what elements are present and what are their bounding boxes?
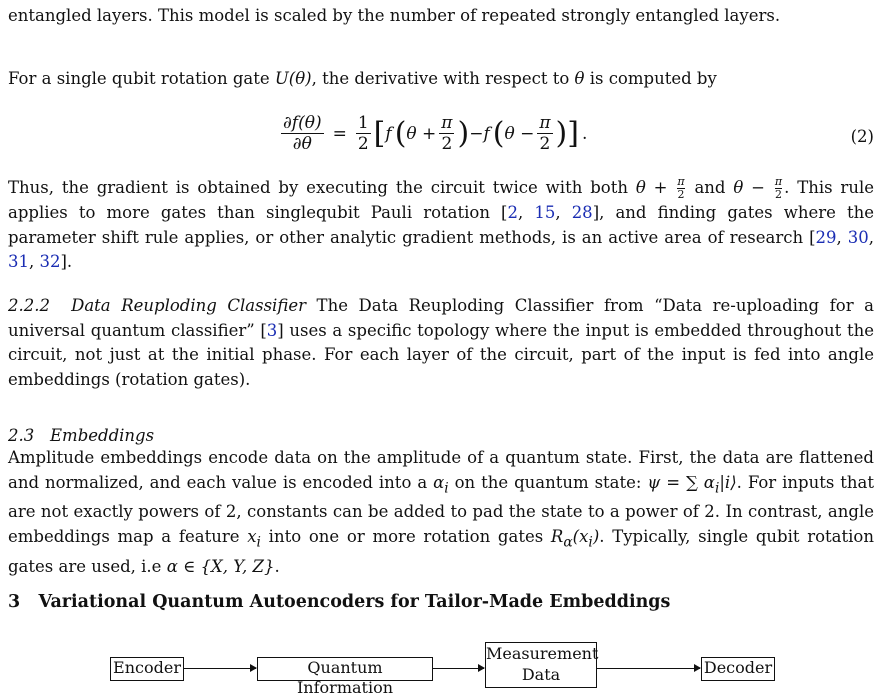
half-den: 2 (357, 134, 369, 154)
half-fraction (356, 113, 371, 154)
left-paren: ( (394, 115, 407, 151)
right-paren: ) (457, 115, 470, 151)
encoder-label: Encoder (113, 658, 181, 677)
citation-link[interactable]: 32 (39, 252, 61, 271)
citation-link[interactable]: 29 (815, 227, 837, 247)
period: . (581, 123, 588, 144)
decoder-box (701, 657, 775, 681)
math-sub: i (256, 534, 261, 551)
right-bracket: ] (567, 115, 579, 151)
right-paren-2: ) (555, 115, 568, 151)
text: is computed by (584, 69, 717, 88)
pi-half-1 (439, 113, 454, 154)
minus-term: θ − (504, 123, 535, 144)
math: ψ = ∑ α (647, 472, 715, 492)
two: 2 (441, 134, 453, 154)
paragraph-embeddings (8, 446, 874, 579)
decoder-label: Decoder (703, 658, 773, 677)
math-sub: i (714, 479, 720, 496)
plus-term: θ + (406, 123, 437, 144)
f2: f (483, 123, 490, 144)
measurement-label: Measurement (486, 644, 599, 663)
equals: = (332, 123, 347, 144)
two: 2 (539, 134, 551, 154)
equation-body (278, 113, 587, 154)
text: into one or more rotation gates (260, 526, 551, 546)
text: , the derivative with respect to (311, 69, 575, 88)
section-title: Embeddings (50, 426, 155, 445)
math: θ + (635, 178, 676, 197)
equation-number: (2) (850, 127, 874, 146)
arrow-measurement-to-decoder (596, 668, 700, 669)
citation-link[interactable]: 30 (847, 227, 869, 247)
section-number: 2.3 (8, 426, 35, 445)
math: α (433, 472, 445, 492)
text: . This rule applies to more gates than singlequbit Pauli rotation [ (8, 178, 874, 222)
math-sub: α (563, 534, 573, 551)
paragraph-thus: Thus, the gradient is obtained by executing the circuit twice with both θ + $\frac{\pi}{2}$ and θ − $\frac{\pi}{2}$ . This rule applies to more gates than singlequbit Pauli rotation [2, 15, 28], and finding gates where the parameter shift rule applies, or other analytic gradient methods, is an active area of research [29, 30, 31, 32]. (8, 175, 874, 271)
section-2-2-2 (8, 294, 874, 392)
pi: π (441, 113, 453, 133)
pi-half-inline (677, 176, 684, 201)
math: ) (592, 526, 600, 546)
citation-link[interactable]: 2 (507, 203, 518, 222)
citation-link[interactable]: 31 (8, 252, 29, 271)
arrow-quantum-to-measurement (432, 668, 484, 669)
paragraph-derivative (8, 67, 874, 92)
math-var: θ (574, 69, 585, 88)
quantum-information-label: Quantum Information (296, 658, 394, 697)
text: and (686, 178, 734, 197)
text: . Typically, single qubit rotation gates are used, i.e (8, 526, 874, 576)
lhs-den: ∂θ (292, 134, 312, 154)
text: . (274, 556, 280, 576)
text: ] uses a specific topology where the input is embedded throughout the circuit, not just at the initial phase. For each layer of the circuit, part of the input is fed into angle embeddings (rotation gates). (8, 320, 874, 389)
math: (x (572, 526, 589, 546)
text: Thus, the gradient is obtained by executing the circuit twice with both (8, 178, 636, 197)
autoencoder-diagram (8, 640, 874, 695)
minus: − (469, 123, 484, 144)
section-number: 2.2.2 (8, 296, 50, 315)
section-3-heading (8, 592, 670, 612)
citation-link[interactable]: 28 (571, 203, 593, 222)
text: ]. (60, 252, 73, 271)
math: α ∈ {X, Y, Z} (166, 556, 275, 576)
math: R (550, 526, 564, 546)
pi: π (774, 175, 783, 188)
lhs-fraction (281, 113, 324, 154)
pi: π (677, 175, 685, 188)
math-gate: U(θ) (274, 69, 312, 88)
left-paren-2: ( (492, 115, 505, 151)
encoder-box (110, 657, 184, 681)
lhs-num: ∂f(θ) (283, 113, 322, 133)
text: For a single qubit rotation gate (8, 69, 275, 88)
section-2-3-heading (8, 425, 154, 447)
citation-link[interactable]: 3 (266, 320, 278, 340)
f1: f (385, 123, 392, 144)
section-title: Data Reuploding Classifier (71, 296, 306, 315)
text: The Data Reuploding Classifier from “Data re-uploading for a universal quantum classifier” [ (8, 296, 874, 340)
citation-link[interactable]: 15 (534, 203, 556, 222)
two: 2 (774, 188, 782, 201)
section-number: 3 (8, 592, 21, 612)
data-label: Data (521, 665, 561, 684)
math: x (247, 526, 257, 546)
text: on the quantum state: (448, 472, 648, 492)
section-title: Variational Quantum Autoencoders for Tailor-Made Embeddings (38, 592, 671, 612)
two: 2 (677, 188, 685, 201)
pi: π (539, 113, 551, 133)
text: ], and finding gates where the parameter shift rule applies, or other analytic gradient methods, is an active area of research [ (8, 203, 874, 247)
half-num: 1 (357, 113, 369, 133)
quantum-information-box (257, 657, 433, 697)
math-sub: i (588, 534, 593, 551)
pi-half-2 (537, 113, 552, 154)
paragraph-top (8, 4, 874, 29)
math: θ − (733, 178, 773, 197)
math-sub: i (444, 479, 449, 496)
text: Amplitude embeddings encode data on the amplitude of a quantum state. First, the data are flattened and normalized, and each value is encoded into a (8, 448, 874, 492)
paragraph-top-text: entangled layers. This model is scaled by the number of repeated strongly entangled layers. (8, 6, 781, 25)
pi-half-inline (775, 176, 782, 201)
text: . For inputs that are not exactly powers of 2, constants can be added to pad the state to a power of 2. In contrast, angle embeddings map a feature (8, 472, 875, 546)
left-bracket: [ (373, 115, 386, 151)
arrow-encoder-to-quantum (183, 668, 256, 669)
equation-2 (8, 105, 874, 175)
math: |i⟩ (719, 472, 737, 492)
measurement-data-box (485, 642, 597, 688)
